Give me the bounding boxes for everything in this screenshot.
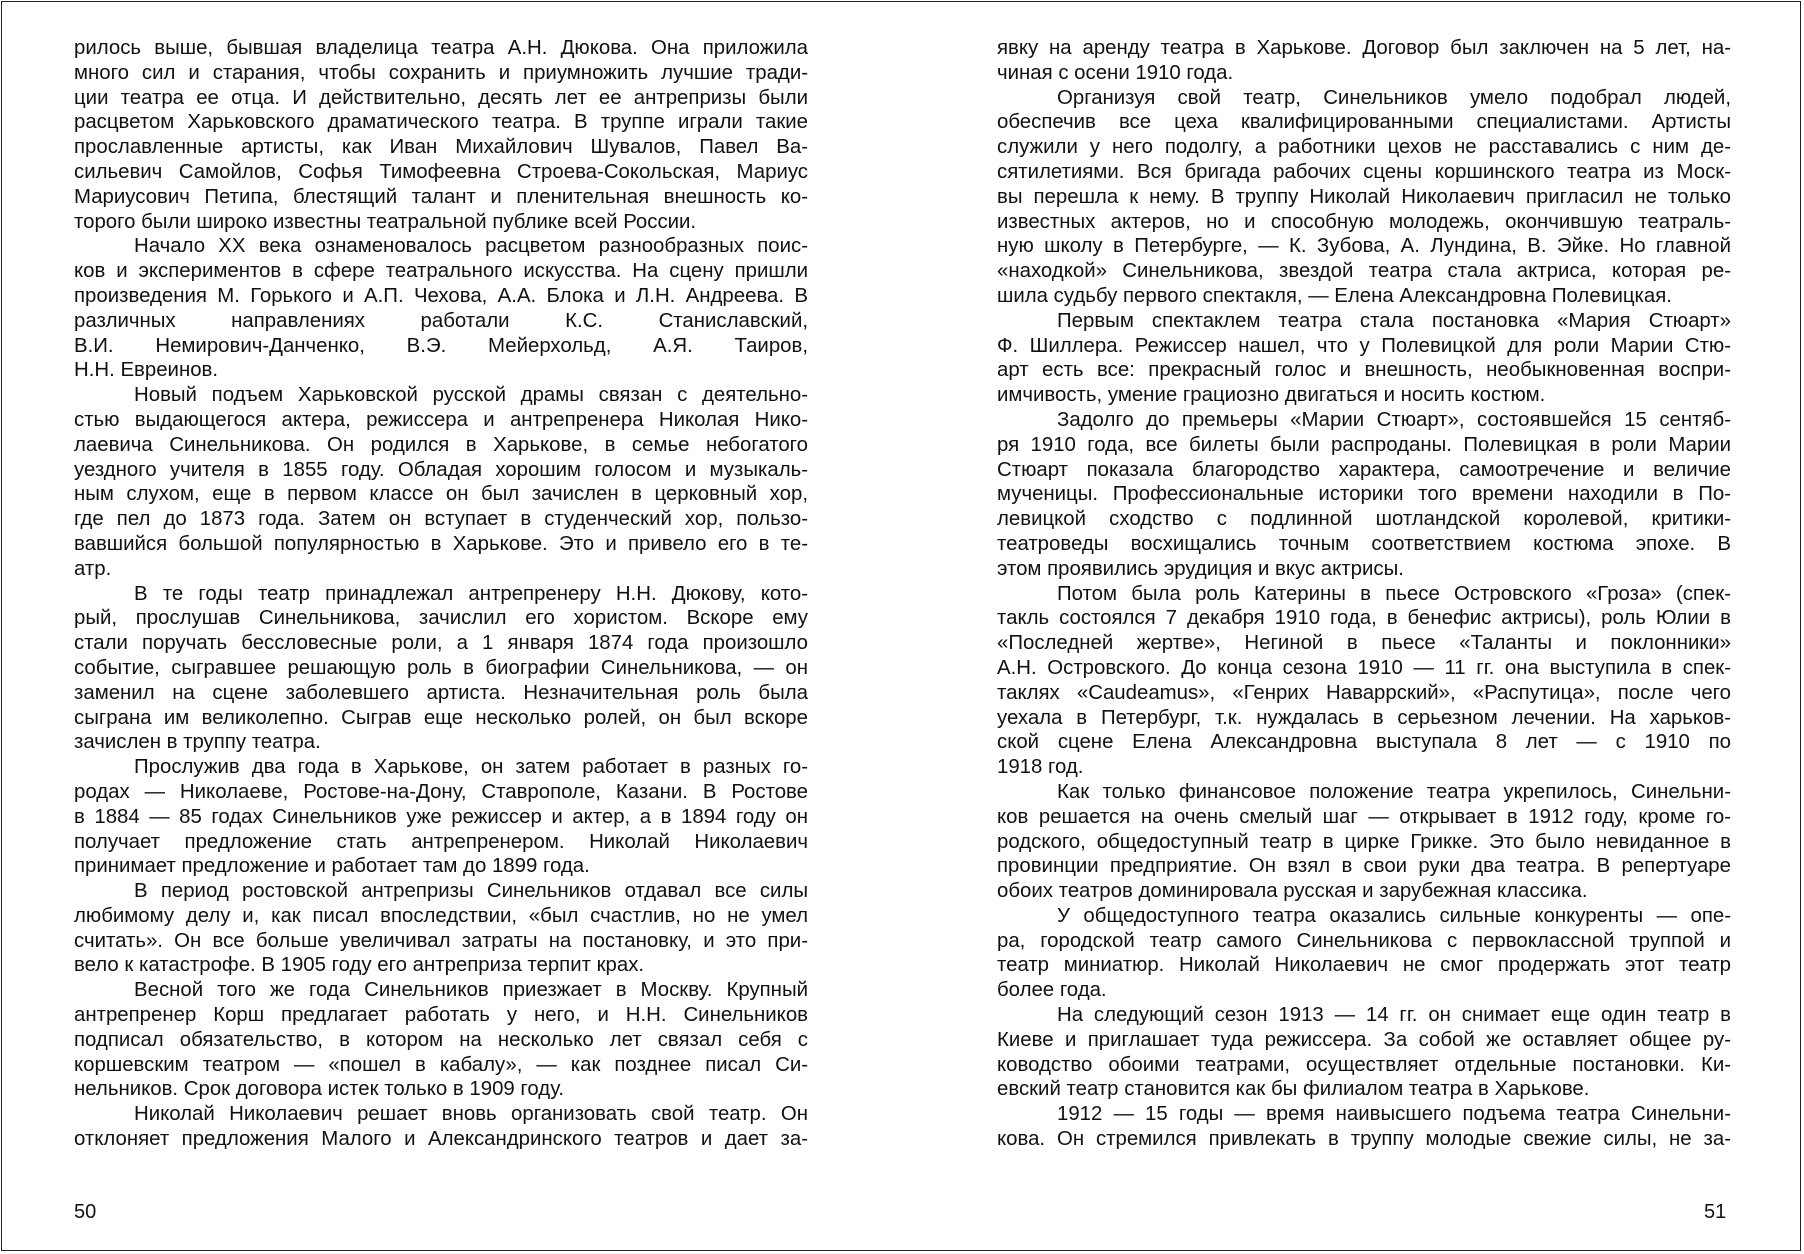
text-line: нельников. Срок договора истек только в 1909 году. xyxy=(74,1078,565,1101)
text-line: имчивость, умение грациозно двигаться и носить костюм. xyxy=(997,384,1546,407)
text-line: произведения М. Горького и А.П. Чехова, А.А. Блока и Л.Н. Андреева. В xyxy=(74,284,808,307)
text-line: коршевским театром — «пошел в кабалу», — как позднее писал Си- xyxy=(74,1053,808,1076)
text-line: Николай Николаевич решает вновь организовать свой театр. Он xyxy=(134,1103,808,1126)
text-line: рый, прослушав Синельникова, зачислил его хористом. Вскоре ему xyxy=(74,607,808,630)
text-line: 1918 год. xyxy=(997,756,1084,779)
text-line: стью выдающегося актера, режиссера и антрепренера Николая Нико- xyxy=(74,408,808,431)
text-line: Стюарт показала благородство характера, самоотречение и величие xyxy=(997,458,1731,481)
text-line: В период ростовской антрепризы Синельников отдавал все силы xyxy=(134,880,808,903)
text-line: родского, общедоступный театр в цирке Грикке. Это было невиданное в xyxy=(997,830,1731,853)
text-line: такль состоялся 7 декабря 1910 года, в бенефис актрисы), роль Юлии в xyxy=(997,607,1731,630)
text-line: расцветом Харьковского драматического театра. В труппе играли такие xyxy=(74,111,808,134)
text-line: евский театр становится как бы филиалом театра в Харькове. xyxy=(997,1078,1590,1101)
right-page-text xyxy=(997,36,1731,1152)
text-line: лаевича Синельникова. Он родился в Харькове, в семье небогатого xyxy=(74,433,808,456)
text-line: таклях «Caudeamus», «Генрих Наваррский», «Распутица», после чего xyxy=(997,681,1731,704)
text-line: обоих театров доминировала русская и зарубежная классика. xyxy=(997,880,1588,903)
text-line: А.Н. Островского. До конца сезона 1910 — 11 гг. она выступила в спек- xyxy=(997,656,1731,679)
text-line: ную школу в Петербурге, — К. Зубова, А. Лундина, В. Эйке. Но главной xyxy=(997,235,1731,258)
text-line: левицкой сходство с подлинной шотландской королевой, критики- xyxy=(997,508,1731,531)
text-line: Первым спектаклем театра стала постановка «Мария Стюарт» xyxy=(1057,309,1731,332)
text-line: ря 1910 года, все билеты были распроданы. Полевицкая в роли Марии xyxy=(997,433,1731,456)
text-line: событие, сыгравшее решающую роль в биографии Синельникова, — он xyxy=(74,656,808,679)
text-line: 1912 — 15 годы — время наивысшего подъема театра Синельни- xyxy=(1057,1103,1731,1126)
text-line: провинции предприятие. Он взял в свои руки два театра. В репертуаре xyxy=(997,855,1731,878)
text-line: получает предложение стать антрепренером. Николай Николаевич xyxy=(74,830,808,853)
text-line: вело к катастрофе. В 1905 году его антреприза терпит крах. xyxy=(74,954,645,977)
text-line: ции театра ее отца. И действительно, десять лет ее антрепризы были xyxy=(74,86,808,109)
text-line: сятилетиями. Вся бригада рабочих сцены коршинского театра из Моск- xyxy=(997,160,1731,183)
text-line: театроведы восхищались точным соответствием костюма эпохе. В xyxy=(997,532,1731,555)
text-line: прославленные артисты, как Иван Михайлович Шувалов, Павел Ва- xyxy=(74,136,808,159)
text-line: мученицы. Профессиональные историки того времени находили в По- xyxy=(997,483,1731,506)
text-line: ков решается на очень смелый шаг — открывает в 1912 году, кроме го- xyxy=(997,805,1731,828)
text-line: ков и экспериментов в сфере театрального искусства. На сцену пришли xyxy=(74,260,808,283)
text-line: На следующий сезон 1913 — 14 гг. он снимает еще один театр в xyxy=(1057,1004,1731,1027)
text-line: шила судьбу первого спектакля, — Елена Александровна Полевицкая. xyxy=(997,284,1672,307)
text-line: торого были широко известны театральной публике всей России. xyxy=(74,210,697,233)
text-line: Задолго до премьеры «Марии Стюарт», состоявшейся 15 сентяб- xyxy=(1057,408,1731,431)
text-line: обеспечив все цеха квалифицированными специалистами. Артисты xyxy=(997,111,1731,134)
text-line: любимому делу и, как писал впоследствии, «был счастлив, но не умел xyxy=(74,904,808,927)
text-line: сильевич Самойлов, Софья Тимофеевна Строева-Сокольская, Мариус xyxy=(74,160,808,183)
text-line: Прослужив два года в Харькове, он затем работает в разных го- xyxy=(134,756,808,779)
text-line: считать». Он все больше увеличивал затраты на постановку, и это при- xyxy=(74,929,808,952)
text-line: Весной того же года Синельников приезжает в Москву. Крупный xyxy=(134,979,808,1002)
text-line: где пел до 1873 года. Затем он вступает в студенческий хор, пользо- xyxy=(74,508,808,531)
text-line: в 1884 — 85 годах Синельников уже режиссер и актер, а в 1894 году он xyxy=(74,805,808,828)
text-line: родах — Николаеве, Ростове-на-Дону, Ставрополе, Казани. В Ростове xyxy=(74,780,808,803)
text-line: Начало XX века ознаменовалось расцветом разнообразных поис- xyxy=(134,235,808,258)
text-line: уездного учителя в 1855 году. Обладая хорошим голосом и музыкаль- xyxy=(74,458,808,481)
text-line: подписал обязательство, в котором на несколько лет связал себя с xyxy=(74,1028,808,1051)
text-line: кова. Он стремился привлекать в труппу молодые свежие силы, не за- xyxy=(997,1128,1731,1151)
text-line: уехала в Петербург, т.к. нуждалась в серьезном лечении. На харьков- xyxy=(997,706,1731,729)
text-line: Ф. Шиллера. Режиссер нашел, что у Полевицкой для роли Марии Стю- xyxy=(997,334,1731,357)
text-line: Н.Н. Евреинов. xyxy=(74,359,219,382)
text-line: более года. xyxy=(997,979,1107,1002)
right-page-number: 51 xyxy=(1704,1201,1727,1223)
text-line: ным слухом, еще в первом классе он был зачислен в церковный хор, xyxy=(74,483,808,506)
text-line: этом проявились эрудиция и вкус актрисы. xyxy=(997,557,1404,580)
text-line: много сил и старания, чтобы сохранить и приумножить лучшие тради- xyxy=(74,61,808,84)
text-line: ководство обоими театрами, осуществляет отдельные постановки. Ки- xyxy=(997,1053,1731,1076)
text-line: антрепренер Корш предлагает работать у него, и Н.Н. Синельников xyxy=(74,1004,808,1027)
text-line: атр. xyxy=(74,557,112,580)
text-line: ра, городской театр самого Синельникова с первоклассной труппой и xyxy=(997,929,1731,952)
text-line: театр миниатюр. Николай Николаевич не смог продержать этот театр xyxy=(997,954,1731,977)
left-page-text xyxy=(74,36,808,1152)
text-line: различных направлениях работали К.С. Станиславский, xyxy=(74,309,808,332)
text-line: зачислен в труппу театра. xyxy=(74,731,321,754)
text-line: Новый подъем Харьковской русской драмы связан с деятельно- xyxy=(134,384,808,407)
text-line: Организуя свой театр, Синельников умело подобрал людей, xyxy=(1057,86,1731,109)
text-line: служили у него подолгу, а работники цехов не расставались с ним де- xyxy=(997,136,1731,159)
text-line: стали поручать бессловесные роли, а 1 января 1874 года произошло xyxy=(74,632,808,655)
text-line: сыграна им великолепно. Сыграв еще несколько ролей, он был вскоре xyxy=(74,706,808,729)
text-line: В те годы театр принадлежал антрепренеру Н.Н. Дюкову, кото- xyxy=(134,582,808,605)
text-line: Как только финансовое положение театра укрепилось, Синельни- xyxy=(1057,780,1731,803)
text-line: «Последней жертве», Негиной в пьесе «Таланты и поклонники» xyxy=(997,632,1731,655)
text-line: У общедоступного театра оказались сильные конкуренты — опе- xyxy=(1057,904,1731,927)
text-line: Мариусович Петипа, блестящий талант и пленительная внешность ко- xyxy=(74,185,808,208)
text-line: известных актеров, но и способную молодежь, окончившую театраль- xyxy=(997,210,1731,233)
text-line: вы перешла к нему. В труппу Николай Николаевич пригласил не только xyxy=(997,185,1731,208)
text-line: заменил на сцене заболевшего артиста. Незначительная роль была xyxy=(74,681,808,704)
text-line: вавшийся большой популярностью в Харькове. Это и привело его в те- xyxy=(74,532,808,555)
text-line: чиная с осени 1910 года. xyxy=(997,61,1234,84)
text-line: отклоняет предложения Малого и Александринского театров и дает за- xyxy=(74,1128,808,1151)
text-line: явку на аренду театра в Харькове. Договор был заключен на 5 лет, на- xyxy=(997,37,1731,59)
text-line: ской сцене Елена Александровна выступала 8 лет — с 1910 по xyxy=(997,731,1731,754)
text-line: принимает предложение и работает там до 1899 года. xyxy=(74,855,590,878)
text-line: «находкой» Синельникова, звездой театра стала актриса, которая ре- xyxy=(997,260,1731,283)
text-line: В.И. Немирович-Данченко, В.Э. Мейерхольд, А.Я. Таиров, xyxy=(74,334,808,357)
text-line: рилось выше, бывшая владелица театра А.Н. Дюкова. Она приложила xyxy=(74,37,808,59)
left-page-number: 50 xyxy=(74,1201,97,1223)
text-line: Киеве и приглашает туда режиссера. За собой же оставляет общее ру- xyxy=(997,1028,1731,1051)
text-line: Потом была роль Катерины в пьесе Островского «Гроза» (спек- xyxy=(1057,582,1731,605)
text-line: арт есть все: прекрасный голос и внешность, необыкновенная воспри- xyxy=(997,359,1731,382)
